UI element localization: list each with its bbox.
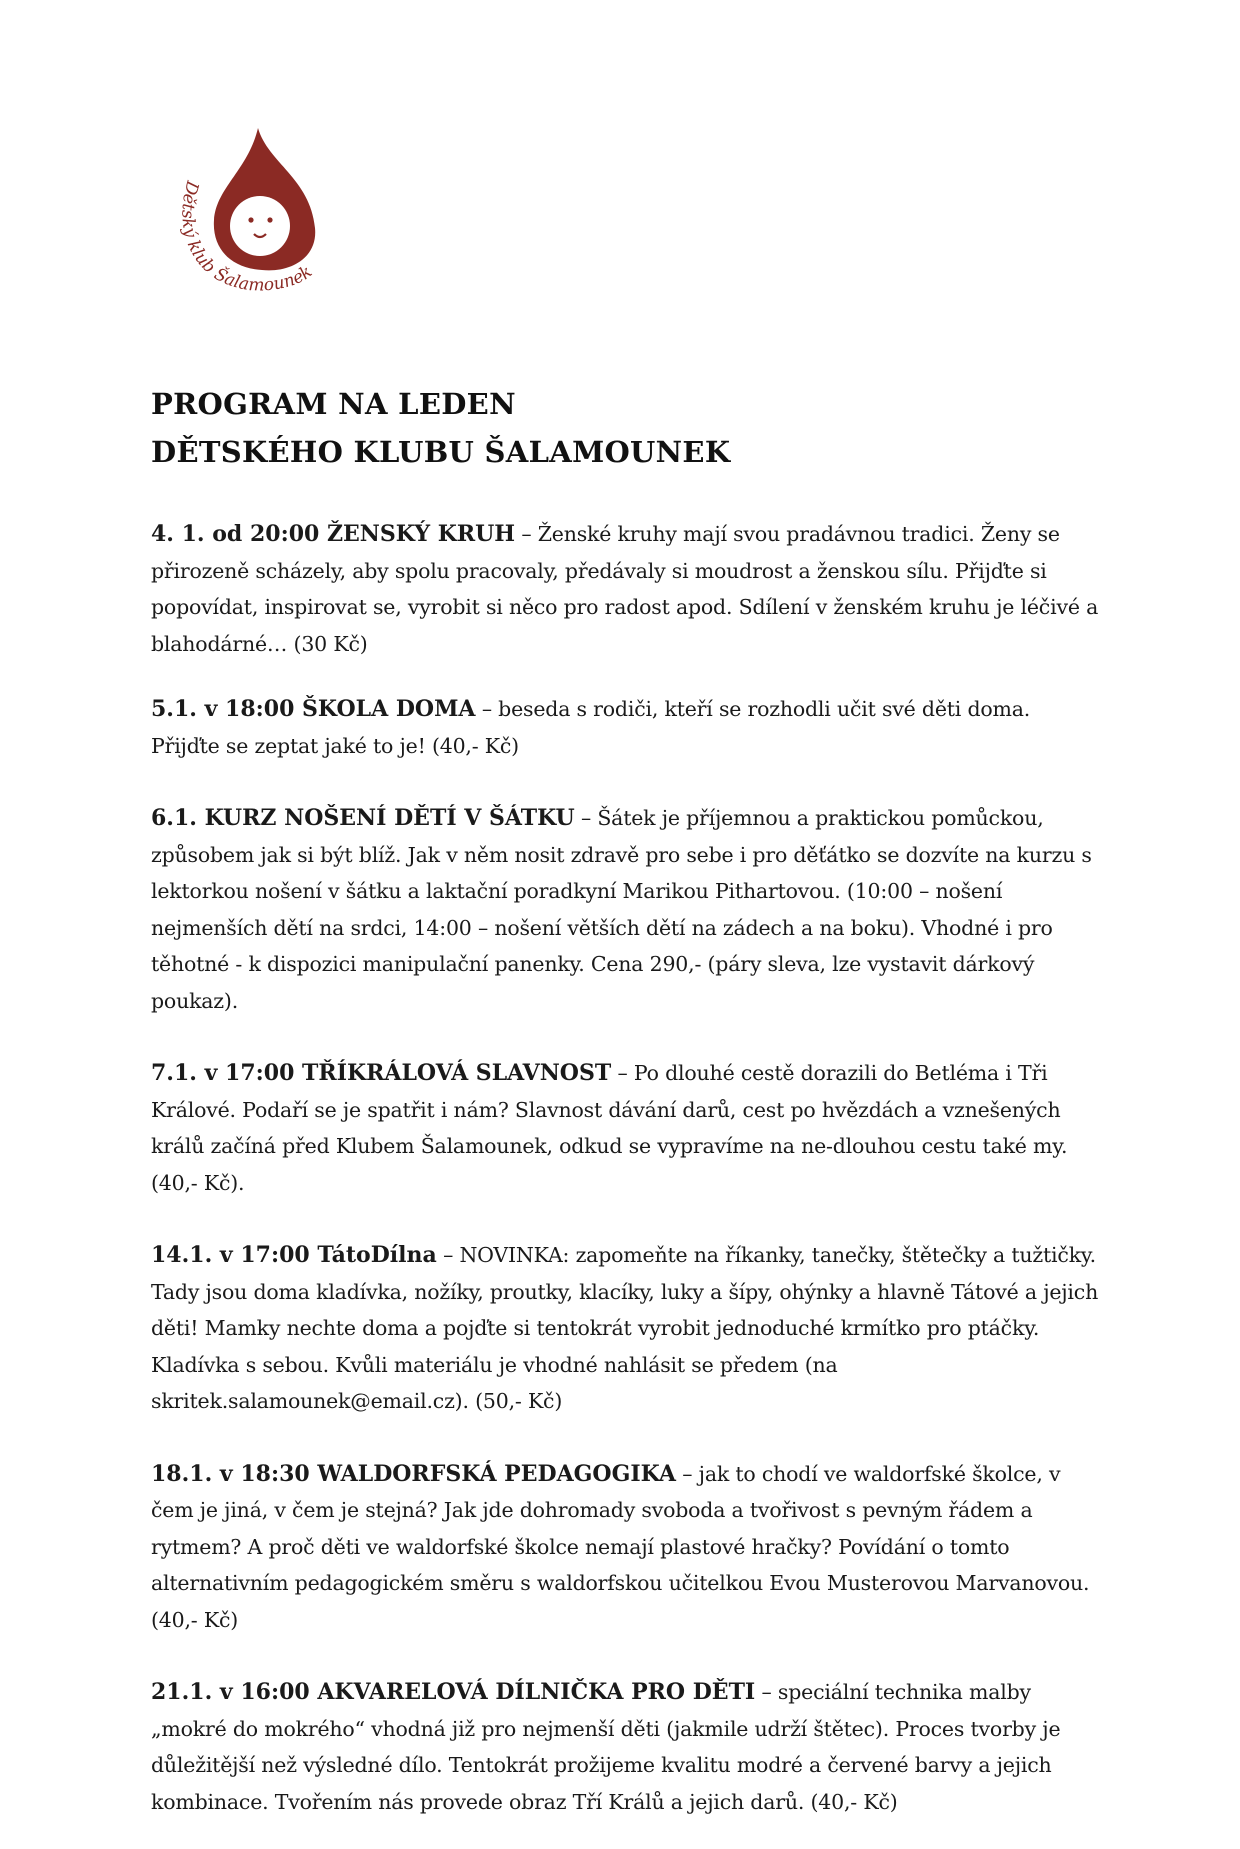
event-heading: 18.1. v 18:30 WALDORFSKÁ PEDAGOGIKA bbox=[151, 1460, 676, 1487]
event-heading: 7.1. v 17:00 TŘÍKRÁLOVÁ SLAVNOST bbox=[151, 1060, 612, 1086]
title-line-2: DĚTSKÉHO KLUBU ŠALAMOUNEK bbox=[151, 435, 731, 469]
event-tatodilna bbox=[151, 1237, 1101, 1420]
event-heading: 14.1. v 17:00 TátoDílna bbox=[151, 1242, 437, 1268]
event-heading: 5.1. v 18:00 ŠKOLA DOMA bbox=[151, 696, 476, 722]
event-zensky-kruh bbox=[151, 516, 1101, 662]
event-description: – jak to chodí ve waldorfské školce, v čem je jiná, v čem je stejná? Jak jde dohromady svoboda a tvořivost s pevným řádem a rytmem? A proč děti ve waldorfské školce nemají plastové hračky? Povídání o tomto alternativním pedagogickém směru s waldorfskou učitelkou Evou Musterovou Marvanovou. (40,- Kč) bbox=[151, 1461, 1090, 1632]
event-kurz-noseni bbox=[151, 800, 1101, 1019]
event-description: – NOVINKA: zapomeňte na říkanky, tanečky, štětečky a tužtičky. Tady jsou doma kladívka, nožíky, proutky, klacíky, luky a šípy, ohýnky a hlavně Tátové a jejich děti! Mamky nechte doma a pojďte si tentokrát vyrobit jednoduché krmítko pro ptáčky. Kladívka s sebou. Kvůli materiálu je vhodné nahlásit se předem (na skritek.salamounek@email.cz). (50,- Kč) bbox=[151, 1243, 1099, 1413]
event-waldorfska-pedagogika bbox=[151, 1456, 1101, 1639]
event-description: – Po dlouhé cestě dorazili do Betléma i Tři Králové. Podaří se je spatřit i nám? Slavnost dávání darů, cest po hvězdách a vznešených králů začíná před Klubem Šalamounek, odkud se vypravíme na ne-dlouhou cestu také my. (40,- Kč). bbox=[151, 1061, 1068, 1195]
page-title bbox=[151, 380, 730, 476]
event-akvarelova-dilnicka bbox=[151, 1674, 1101, 1820]
event-heading: 21.1. v 16:00 AKVARELOVÁ DÍLNIČKA PRO DĚTI bbox=[151, 1679, 756, 1705]
event-description: – Ženské kruhy mají svou pradávnou tradici. Ženy se přirozeně scházely, aby spolu pracovaly, předávaly si moudrost a ženskou sílu. Přijďte si popovídat, inspirovat se, vyrobit si něco pro radost apod. Sdílení v ženském kruhu je léčivé a blahodárné… (30 Kč) bbox=[151, 522, 1099, 656]
event-skola-doma bbox=[151, 691, 1101, 764]
event-description: – speciální technika malby „mokré do mokrého“ vhodná již pro nejmenší děti (jakmile udrží štětec). Proces tvorby je důležitější než výsledné dílo. Tentokrát prožijeme kvalitu modré a červené barvy a jejich kombinace. Tvořením nás provede obraz Tří Králů a jejich darů. (40,- Kč) bbox=[151, 1680, 1061, 1814]
logo-graphic bbox=[150, 108, 335, 348]
event-trikralova-slavnost bbox=[151, 1055, 1101, 1201]
title-line-1: PROGRAM NA LEDEN bbox=[151, 387, 516, 421]
event-description: – beseda s rodiči, kteří se rozhodli učit své děti doma. Přijďte se zeptat jaké to je! (40,- Kč) bbox=[151, 697, 1031, 758]
event-list bbox=[151, 516, 1101, 1849]
logo-text: Dětský klub Šalamounek bbox=[177, 178, 317, 296]
club-logo bbox=[150, 108, 335, 348]
event-description: – Šátek je příjemnou a praktickou pomůckou, způsobem jak si být blíž. Jak v něm nosit zdravě pro sebe i pro děťátko se dozvíte na kurzu s lektorkou nošení v šátku a laktační poradkyní Marikou Pithartovou. (10:00 – nošení nejmenších dětí na srdci, 14:00 – nošení větších dětí na zádech a na boku). Vhodné i pro těhotné - k dispozici manipulační panenky. Cena 290,- (páry sleva, lze vystavit dárkový poukaz). bbox=[151, 806, 1092, 1013]
event-heading: 4. 1. od 20:00 ŽENSKÝ KRUH bbox=[151, 521, 516, 547]
event-heading: 6.1. KURZ NOŠENÍ DĚTÍ V ŠÁTKU bbox=[151, 805, 575, 831]
